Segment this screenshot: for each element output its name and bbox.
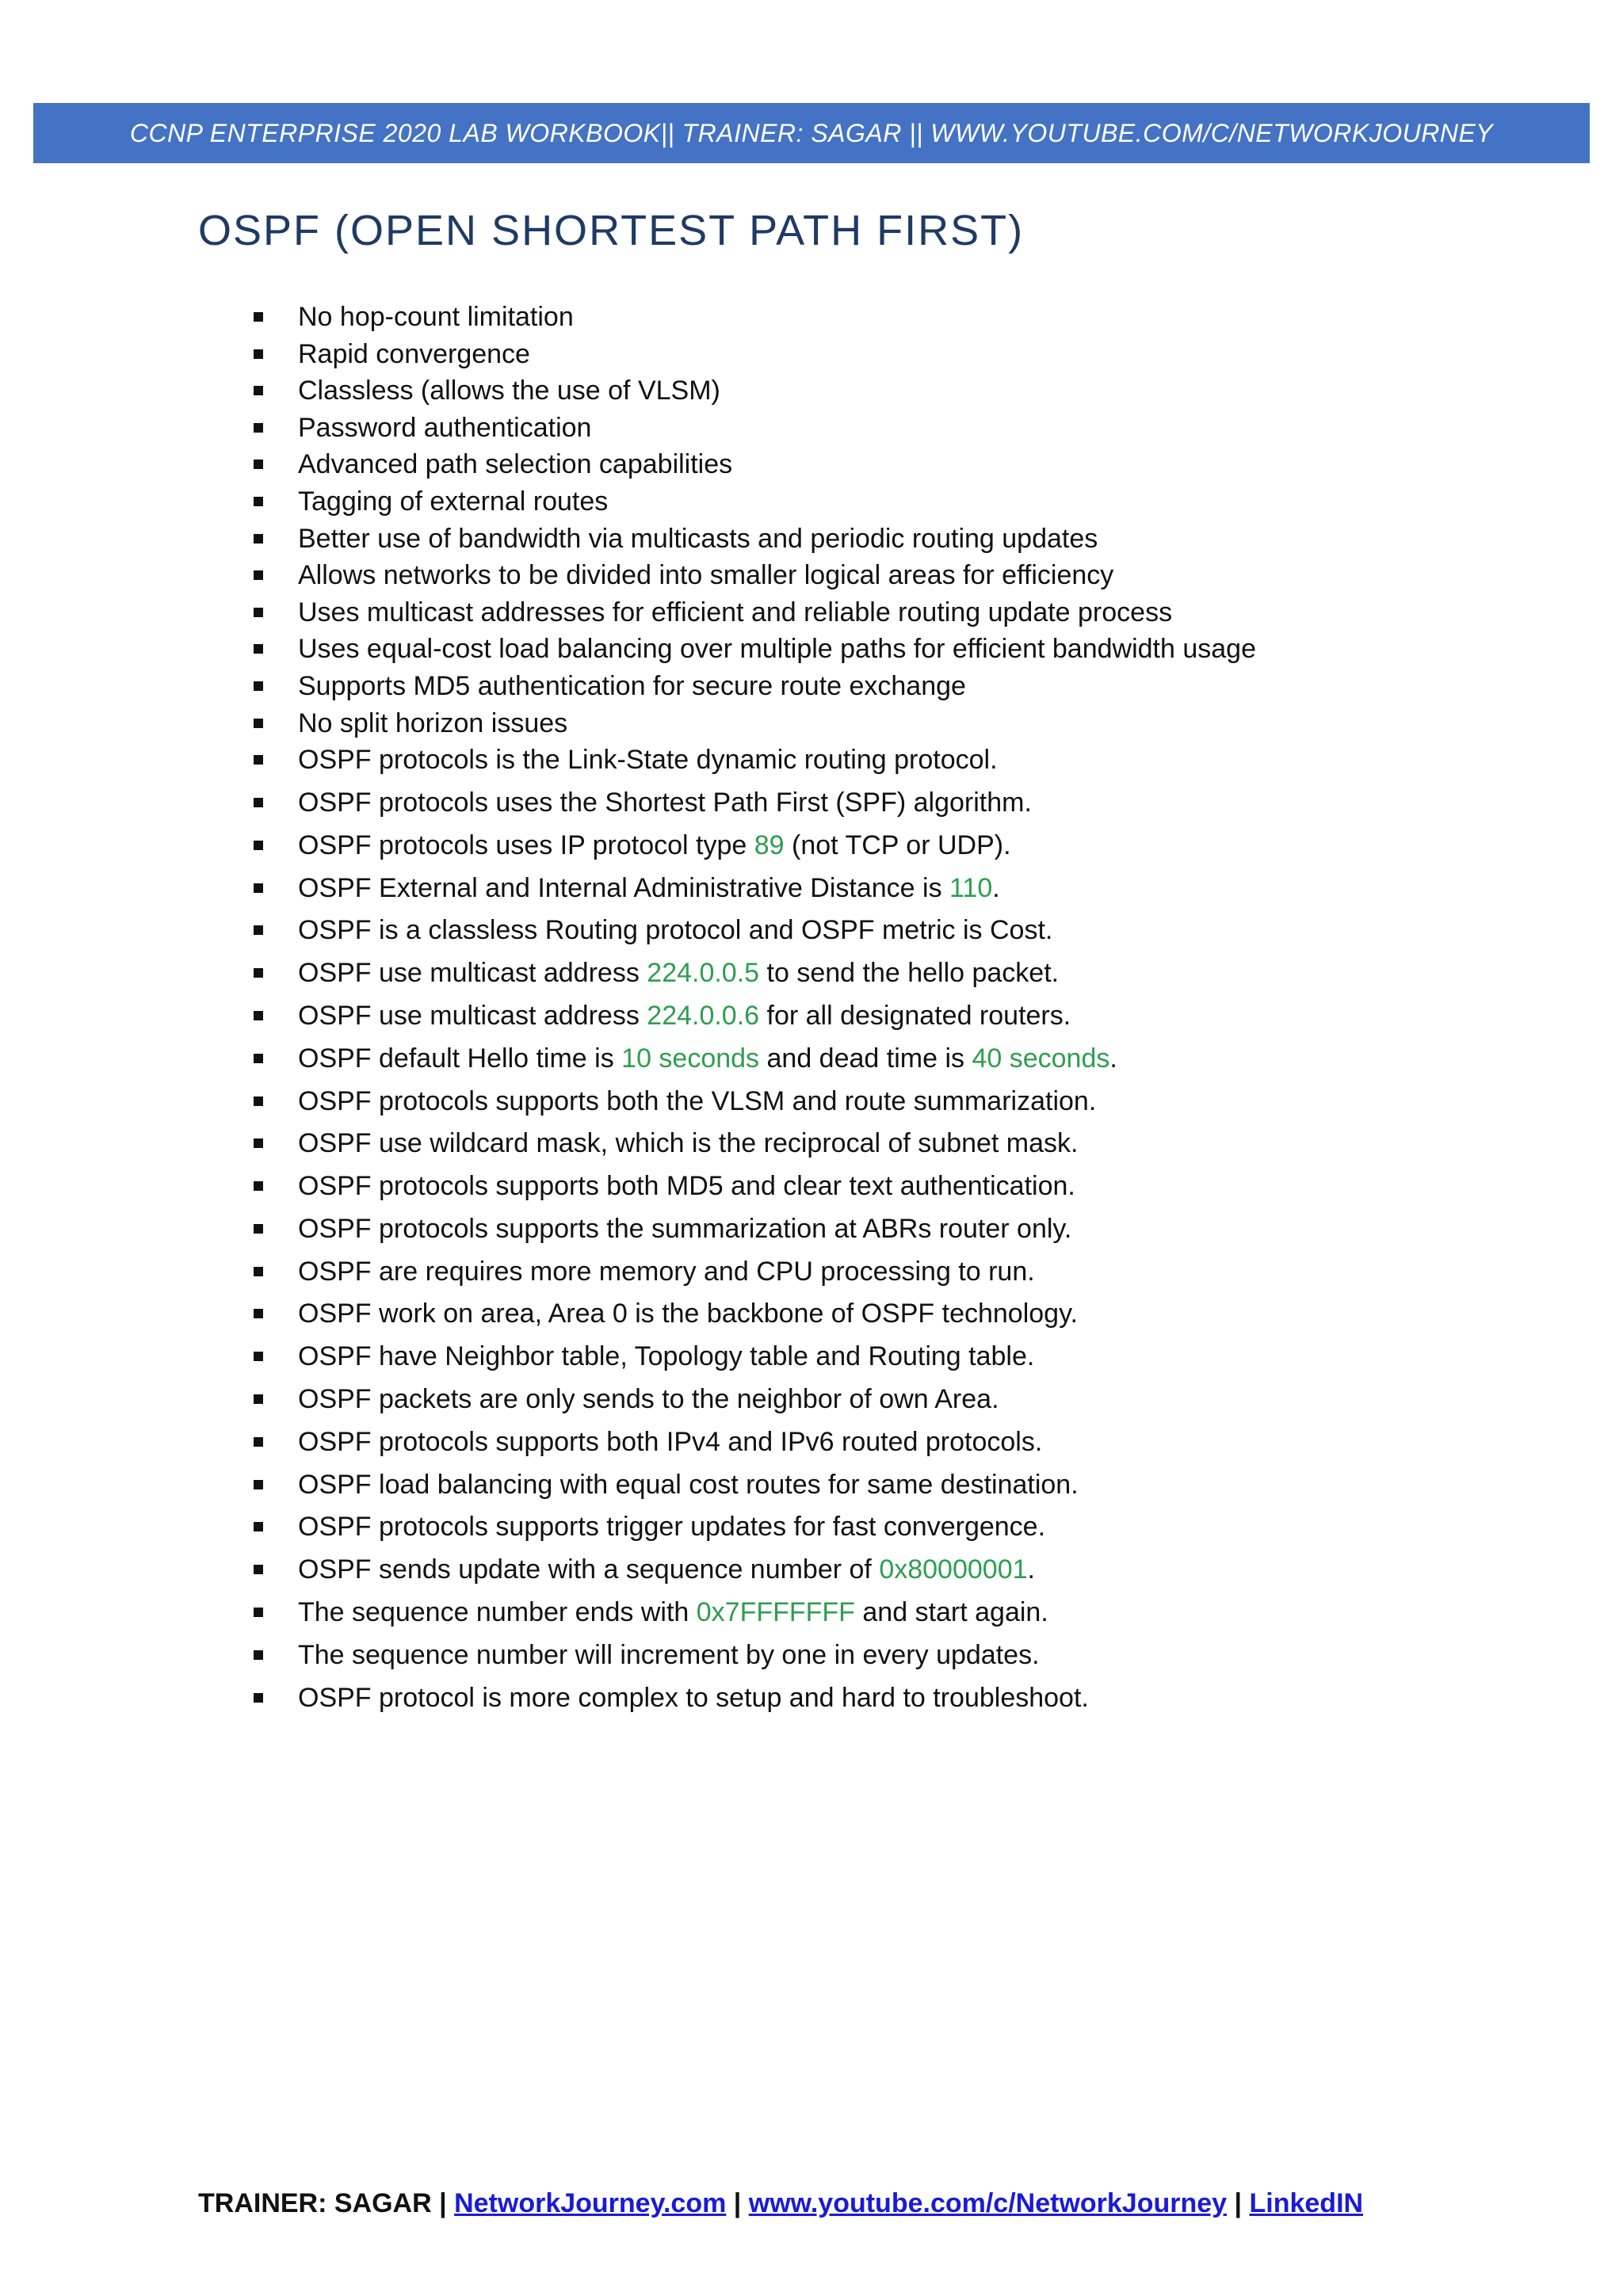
list-item-text: OSPF protocols supports both the VLSM and route summarization. <box>298 1085 1097 1116</box>
list-item <box>246 830 1593 872</box>
list-item-text: OSPF have Neighbor table, Topology table and Routing table. <box>298 1341 1035 1372</box>
list-item-text: Supports MD5 authentication for secure route exchange <box>298 670 966 701</box>
footer-separator: | <box>439 2188 447 2218</box>
highlighted-value: 0x7FFFFFFF <box>696 1597 855 1628</box>
list-item-text: . <box>992 872 1000 903</box>
square-bullet-icon <box>254 1267 263 1276</box>
highlighted-value: 89 <box>754 830 785 860</box>
list-item-text: OSPF protocols supports both MD5 and clear text authentication. <box>298 1171 1075 1202</box>
list-item-text: for all designated routers. <box>759 1000 1071 1031</box>
list-item <box>246 1085 1593 1128</box>
list-item-text: OSPF protocols supports both IPv4 and IPv6 routed protocols. <box>298 1426 1043 1457</box>
list-item-text: Tagging of external routes <box>298 486 609 517</box>
list-item <box>246 1213 1593 1256</box>
feature-list-group-general <box>246 301 1593 744</box>
footer-trainer: TRAINER: SAGAR <box>198 2188 432 2218</box>
list-item <box>246 1170 1593 1213</box>
square-bullet-icon <box>254 497 263 506</box>
square-bullet-icon <box>254 1224 263 1234</box>
footer-link-youtube[interactable]: www.youtube.com/c/NetworkJourney <box>748 2188 1228 2218</box>
list-item-text: OSPF sends update with a sequence number of <box>298 1554 880 1585</box>
list-item-text: . <box>1109 1043 1117 1074</box>
list-item-text: Better use of bandwidth via multicasts and periodic routing updates <box>298 523 1098 554</box>
square-bullet-icon <box>254 968 263 978</box>
list-item <box>246 597 1593 634</box>
square-bullet-icon <box>254 460 263 469</box>
square-bullet-icon <box>254 1181 263 1191</box>
list-item <box>246 375 1593 412</box>
square-bullet-icon <box>254 755 263 765</box>
list-item-text: OSPF is a classless Routing protocol and OSPF metric is Cost. <box>298 915 1053 946</box>
list-item <box>246 1000 1593 1043</box>
highlighted-value: 0x80000001 <box>879 1554 1028 1585</box>
list-item <box>246 1426 1593 1469</box>
square-bullet-icon <box>254 644 263 654</box>
list-item <box>246 486 1593 523</box>
list-item <box>246 301 1593 338</box>
list-item <box>246 787 1593 830</box>
square-bullet-icon <box>254 570 263 580</box>
list-item-text: (not TCP or UDP). <box>784 830 1011 860</box>
square-bullet-icon <box>254 386 263 395</box>
list-item-text: . <box>1027 1554 1035 1585</box>
list-item <box>246 559 1593 597</box>
list-item-text: Classless (allows the use of VLSM) <box>298 376 720 406</box>
list-item-text: No hop-count limitation <box>298 302 574 332</box>
square-bullet-icon <box>254 798 263 807</box>
list-item-text: OSPF protocols supports the summarization at ABRs router only. <box>298 1213 1072 1244</box>
list-item-text: The sequence number will increment by one in every updates. <box>298 1639 1040 1670</box>
list-item-text: OSPF load balancing with equal cost routes for same destination. <box>298 1469 1079 1500</box>
list-item <box>246 412 1593 449</box>
list-item-text: OSPF are requires more memory and CPU processing to run. <box>298 1256 1035 1287</box>
list-item-text: OSPF protocols supports trigger updates for fast convergence. <box>298 1512 1046 1543</box>
feature-list <box>246 301 1593 1724</box>
square-bullet-icon <box>254 681 263 691</box>
list-item-text: OSPF protocols uses the Shortest Path First (SPF) algorithm. <box>298 787 1032 818</box>
feature-list-group-details <box>246 744 1593 1724</box>
list-item <box>246 1298 1593 1341</box>
list-item <box>246 670 1593 707</box>
square-bullet-icon <box>254 1650 263 1660</box>
list-item <box>246 1682 1593 1725</box>
list-item-text: Uses multicast addresses for efficient and reliable routing update process <box>298 597 1173 627</box>
square-bullet-icon <box>254 1011 263 1020</box>
square-bullet-icon <box>254 312 263 322</box>
list-item <box>246 1383 1593 1426</box>
header-band <box>33 103 1590 163</box>
list-item <box>246 338 1593 376</box>
list-item-text: and dead time is <box>759 1043 972 1074</box>
list-item-text: OSPF protocol is more complex to setup and hard to troubleshoot. <box>298 1682 1089 1713</box>
list-item-text: OSPF use multicast address <box>298 1000 647 1031</box>
square-bullet-icon <box>254 1054 263 1063</box>
square-bullet-icon <box>254 534 263 543</box>
list-item <box>246 1511 1593 1554</box>
list-item <box>246 1127 1593 1170</box>
list-item-text: Password authentication <box>298 412 592 443</box>
list-item <box>246 1043 1593 1085</box>
list-item <box>246 633 1593 670</box>
list-item <box>246 448 1593 486</box>
footer-link-linkedin[interactable]: LinkedIN <box>1249 2188 1364 2218</box>
highlighted-value: 40 seconds <box>972 1043 1110 1074</box>
square-bullet-icon <box>254 925 263 935</box>
list-item-text: OSPF packets are only sends to the neighbor of own Area. <box>298 1384 999 1415</box>
highlighted-value: 224.0.0.6 <box>647 1000 760 1031</box>
list-item-text: OSPF work on area, Area 0 is the backbone of OSPF technology. <box>298 1299 1079 1329</box>
list-item-text: OSPF use wildcard mask, which is the reciprocal of subnet mask. <box>298 1128 1079 1159</box>
list-item-text: OSPF default Hello time is <box>298 1043 622 1074</box>
list-item <box>246 707 1593 745</box>
list-item-text: Rapid convergence <box>298 338 530 369</box>
square-bullet-icon <box>254 1565 263 1574</box>
list-item <box>246 1256 1593 1299</box>
square-bullet-icon <box>254 1309 263 1318</box>
list-item <box>246 914 1593 957</box>
list-item-text: to send the hello packet. <box>759 958 1060 989</box>
list-item-text: OSPF protocols uses IP protocol type <box>298 830 754 860</box>
highlighted-value: 110 <box>949 872 993 903</box>
list-item-text: OSPF protocols is the Link-State dynamic routing protocol. <box>298 745 998 776</box>
list-item <box>246 1639 1593 1682</box>
page-footer <box>198 2188 1363 2219</box>
square-bullet-icon <box>254 1608 263 1617</box>
list-item-text: OSPF use multicast address <box>298 958 647 989</box>
square-bullet-icon <box>254 349 263 359</box>
list-item <box>246 1596 1593 1639</box>
list-item <box>246 1469 1593 1512</box>
header-text: CCNP ENTERPRISE 2020 LAB WORKBOOK|| TRAINER: SAGAR || WWW.YOUTUBE.COM/C/NETWORKJOURNEY <box>129 118 1494 147</box>
list-item <box>246 1554 1593 1596</box>
square-bullet-icon <box>254 883 263 893</box>
square-bullet-icon <box>254 1693 263 1703</box>
square-bullet-icon <box>254 1097 263 1106</box>
list-item-text: The sequence number ends with <box>298 1597 697 1628</box>
list-item <box>246 523 1593 560</box>
highlighted-value: 10 seconds <box>621 1043 760 1074</box>
list-item-text: Allows networks to be divided into smaller logical areas for efficiency <box>298 560 1114 591</box>
square-bullet-icon <box>254 1437 263 1447</box>
list-item <box>246 957 1593 1000</box>
list-item <box>246 744 1593 787</box>
square-bullet-icon <box>254 608 263 617</box>
page-title: OSPF (OPEN SHORTEST PATH FIRST) <box>198 207 1025 254</box>
square-bullet-icon <box>254 423 263 433</box>
square-bullet-icon <box>254 1352 263 1361</box>
square-bullet-icon <box>254 1522 263 1531</box>
square-bullet-icon <box>254 1480 263 1489</box>
list-item <box>246 872 1593 915</box>
list-item-text: No split horizon issues <box>298 707 568 738</box>
footer-separator: | <box>1234 2188 1243 2218</box>
list-item-text: Uses equal-cost load balancing over multiple paths for efficient bandwidth usage <box>298 634 1256 665</box>
list-item-text: Advanced path selection capabilities <box>298 449 733 480</box>
square-bullet-icon <box>254 1394 263 1404</box>
footer-link-networkjourney[interactable]: NetworkJourney.com <box>454 2188 727 2218</box>
list-item-text: OSPF External and Internal Administrative Distance is <box>298 872 950 903</box>
square-bullet-icon <box>254 1138 263 1148</box>
square-bullet-icon <box>254 719 263 728</box>
square-bullet-icon <box>254 841 263 850</box>
footer-separator: | <box>733 2188 742 2218</box>
highlighted-value: 224.0.0.5 <box>647 958 760 989</box>
list-item-text: and start again. <box>854 1597 1048 1628</box>
list-item <box>246 1341 1593 1383</box>
